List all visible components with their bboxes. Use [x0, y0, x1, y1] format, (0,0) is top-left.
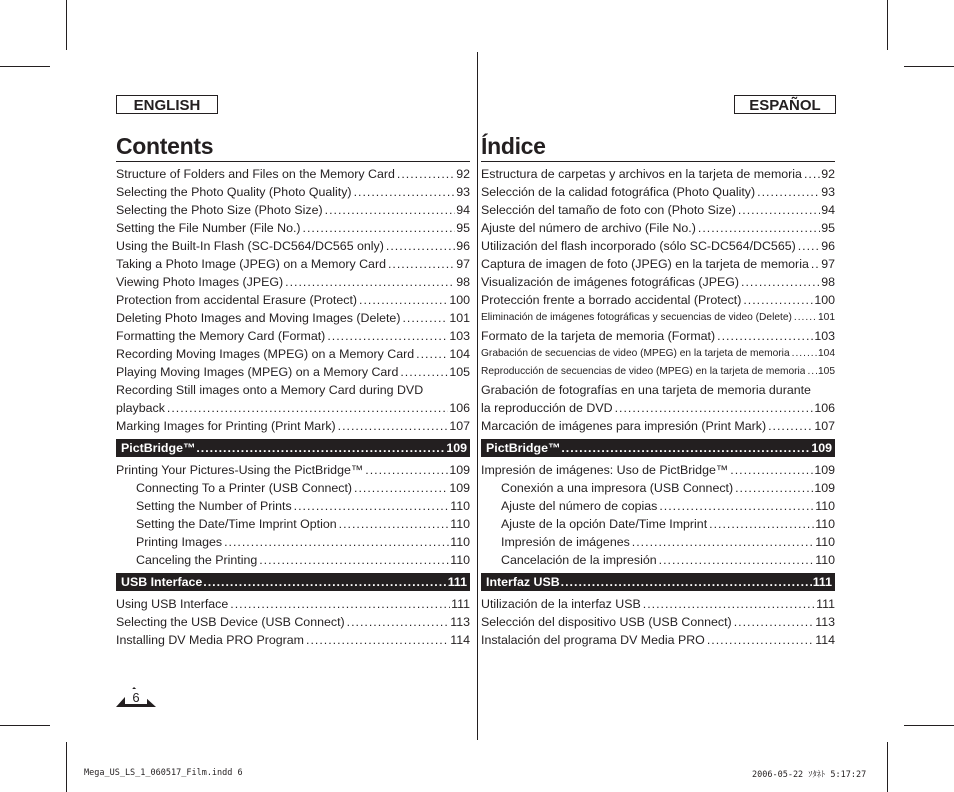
toc-entry — [116, 461, 470, 479]
heading-rule — [481, 161, 835, 162]
dot-leader — [728, 461, 813, 479]
toc-entry-page: 96 — [821, 239, 835, 253]
crop-mark — [66, 0, 67, 50]
toc-entry — [116, 417, 470, 435]
toc-entry-title: Instalación del programa DV Media PRO — [481, 633, 705, 647]
dot-leader — [195, 439, 445, 457]
toc-entry-page: 110 — [815, 535, 835, 549]
toc-entry-title: Printing Images — [136, 535, 223, 549]
toc-entry-page: 103 — [814, 329, 835, 343]
toc-entry-page: 110 — [450, 553, 470, 567]
toc-entry-page: 98 — [821, 275, 835, 289]
dot-leader — [228, 595, 450, 613]
toc-entry — [116, 533, 470, 551]
crop-mark — [904, 66, 954, 67]
toc-entry — [481, 237, 835, 255]
toc-entry — [481, 479, 835, 497]
toc-entry — [481, 363, 835, 381]
toc-list — [481, 165, 835, 649]
toc-entry-page: 109 — [449, 481, 470, 495]
section-title: PictBridge™ — [486, 441, 561, 455]
toc-entry-title: Formatting the Memory Card (Format) — [116, 329, 326, 343]
toc-entry — [481, 551, 835, 569]
toc-entry-title: Viewing Photo Images (JPEG) — [116, 275, 284, 289]
dot-leader — [733, 479, 813, 497]
dot-leader — [657, 497, 814, 515]
toc-entry-title: Using USB Interface — [116, 597, 229, 611]
toc-entry-title: Setting the Date/Time Imprint Option — [136, 517, 337, 531]
toc-entry-title: Conexión a una impresora (USB Connect) — [501, 481, 734, 495]
pictbridge-section-header — [116, 439, 470, 457]
dot-leader — [736, 201, 820, 219]
dot-leader — [641, 595, 815, 613]
section-page: 111 — [447, 575, 467, 589]
toc-entry-title: Impresión de imágenes: Uso de PictBridge™ — [481, 463, 729, 477]
dot-leader — [790, 345, 817, 363]
toc-entry-title: Setting the Number of Prints — [136, 499, 292, 513]
toc-entry-title: Selección del tamaño de foto con (Photo Size) — [481, 203, 736, 217]
toc-entry — [481, 255, 835, 273]
toc-entry — [481, 417, 835, 435]
toc-entry-page: 111 — [451, 597, 470, 611]
dot-leader — [792, 309, 817, 327]
pictbridge-section-header — [481, 439, 835, 457]
toc-entry-page: 114 — [450, 633, 470, 647]
dot-leader — [352, 183, 456, 201]
toc-entry-page: 110 — [450, 517, 470, 531]
toc-entry-title: Selección del dispositivo USB (USB Connect) — [481, 615, 732, 629]
crop-mark — [887, 742, 888, 792]
toc-entry — [481, 183, 835, 201]
section-title: PictBridge™ — [121, 441, 196, 455]
section-page: 109 — [811, 441, 832, 455]
dot-leader — [755, 183, 820, 201]
toc-entry-title: Recording Still images onto a Memory Card during DVD — [116, 383, 424, 397]
toc-entry — [116, 291, 470, 309]
dot-leader — [352, 479, 448, 497]
toc-entry — [481, 381, 835, 399]
toc-entry-page: 101 — [449, 311, 470, 325]
toc-entry — [116, 381, 470, 399]
toc-entry-page: 101 — [818, 312, 835, 323]
toc-entry-page: 97 — [821, 257, 835, 271]
toc-entry-page: 110 — [815, 517, 835, 531]
toc-entry-page: 106 — [449, 401, 470, 415]
toc-entry — [481, 515, 835, 533]
dot-leader — [357, 291, 448, 309]
toc-entry-page: 95 — [821, 221, 835, 235]
page-title: Contents — [116, 133, 214, 159]
toc-entry-page: 110 — [450, 535, 470, 549]
toc-list — [116, 165, 470, 649]
dot-leader — [802, 165, 820, 183]
language-label: ENGLISH — [116, 95, 218, 114]
page-number-tab — [116, 687, 156, 707]
crop-mark — [904, 725, 954, 726]
toc-entry — [116, 309, 470, 327]
toc-entry — [481, 219, 835, 237]
toc-entry-page: 107 — [449, 419, 470, 433]
toc-entry — [481, 309, 835, 327]
toc-entry — [481, 345, 835, 363]
dot-leader — [613, 399, 814, 417]
section-page: 109 — [446, 441, 467, 455]
toc-entry — [116, 201, 470, 219]
toc-entry — [481, 497, 835, 515]
dot-leader — [384, 237, 455, 255]
toc-entry-title: Selecting the USB Device (USB Connect) — [116, 615, 345, 629]
toc-entry — [116, 363, 470, 381]
toc-entry-page: 109 — [814, 463, 835, 477]
toc-entry — [481, 327, 835, 345]
footer-timestamp: 2006-05-22 ｿﾀﾈﾄ 5:17:27 — [752, 770, 867, 780]
dot-leader — [400, 309, 448, 327]
toc-entry-page: 103 — [449, 329, 470, 343]
toc-entry-page: 105 — [818, 366, 835, 377]
toc-entry-title: Playing Moving Images (MPEG) on a Memory Card — [116, 365, 399, 379]
dot-leader — [337, 515, 450, 533]
toc-entry-title: Captura de imagen de foto (JPEG) en la tarjeta de memoria — [481, 257, 809, 271]
toc-entry-title: playback — [116, 401, 165, 415]
toc-entry-title: la reproducción de DVD — [481, 401, 613, 415]
toc-entry-title: Selección de la calidad fotográfica (Photo Quality) — [481, 185, 756, 199]
toc-entry — [116, 183, 470, 201]
toc-entry-page: 111 — [816, 597, 835, 611]
crop-mark — [0, 66, 50, 67]
dot-leader — [257, 551, 449, 569]
toc-entry-title: Selecting the Photo Size (Photo Size) — [116, 203, 323, 217]
dot-leader — [304, 631, 449, 649]
dot-leader — [222, 533, 449, 551]
toc-entry — [481, 631, 835, 649]
toc-entry — [116, 327, 470, 345]
toc-entry-title: Reproducción de secuencias de video (MPEG) en la tarjeta de memoria — [481, 366, 806, 377]
toc-entry-page: 113 — [450, 615, 470, 629]
dot-leader — [805, 363, 817, 381]
dot-leader — [732, 613, 815, 631]
toc-entry-title: Setting the File Number (File No.) — [116, 221, 301, 235]
toc-entry-page: 92 — [821, 167, 835, 181]
toc-entry-page: 93 — [821, 185, 835, 199]
toc-entry — [481, 461, 835, 479]
toc-entry — [116, 595, 470, 613]
toc-entry-page: 98 — [456, 275, 470, 289]
toc-entry — [116, 165, 470, 183]
toc-entry — [116, 479, 470, 497]
toc-entry — [116, 497, 470, 515]
footer-file-info: Mega_US_LS_1_060517_Film.indd 6 — [84, 768, 243, 778]
toc-entry-page: 109 — [814, 481, 835, 495]
toc-entry-page: 93 — [456, 185, 470, 199]
language-label: ESPAÑOL — [734, 95, 836, 114]
toc-entry-page: 94 — [821, 203, 835, 217]
toc-entry-title: Cancelación de la impresión — [501, 553, 657, 567]
toc-entry-title: Utilización del flash incorporado (sólo SC-DC564/DC565) — [481, 239, 796, 253]
toc-entry-title: Recording Moving Images (MPEG) on a Memory Card — [116, 347, 415, 361]
toc-entry-title: Selecting the Photo Quality (Photo Quality) — [116, 185, 352, 199]
dot-leader — [657, 551, 815, 569]
toc-entry — [481, 533, 835, 551]
toc-entry — [481, 201, 835, 219]
toc-entry-page: 100 — [814, 293, 835, 307]
toc-entry-title: Estructura de carpetas y archivos en la tarjeta de memoria — [481, 167, 802, 181]
toc-entry-page: 114 — [815, 633, 835, 647]
dot-leader — [796, 237, 820, 255]
heading-rule — [116, 161, 470, 162]
toc-entry — [116, 273, 470, 291]
toc-entry — [116, 345, 470, 363]
toc-entry-page: 110 — [815, 553, 835, 567]
dot-leader — [696, 219, 820, 237]
toc-entry-title: Ajuste del número de copias — [501, 499, 658, 513]
dot-leader — [630, 533, 814, 551]
toc-entry-title: Ajuste de la opción Date/Time Imprint — [501, 517, 708, 531]
dot-leader — [202, 573, 446, 591]
section-page: 111 — [812, 575, 832, 589]
dot-leader — [325, 327, 448, 345]
dot-leader — [398, 363, 448, 381]
toc-entry — [481, 273, 835, 291]
toc-entry-title: Protection from accidental Erasure (Protect) — [116, 293, 358, 307]
toc-entry-page: 110 — [815, 499, 835, 513]
toc-entry-title: Canceling the Printing — [136, 553, 258, 567]
dot-leader — [707, 515, 814, 533]
toc-entry — [116, 255, 470, 273]
toc-entry-title: Formato de la tarjeta de memoria (Format) — [481, 329, 716, 343]
toc-entry-page: 113 — [815, 615, 835, 629]
toc-entry — [116, 219, 470, 237]
dot-leader — [560, 573, 812, 591]
toc-entry-page: 106 — [814, 401, 835, 415]
toc-entry-page: 92 — [456, 167, 470, 181]
toc-entry — [481, 399, 835, 417]
toc-entry — [116, 631, 470, 649]
toc-entry-title: Connecting To a Printer (USB Connect) — [136, 481, 353, 495]
dot-leader — [165, 399, 448, 417]
dot-leader — [283, 273, 455, 291]
toc-entry — [116, 515, 470, 533]
crop-mark — [887, 0, 888, 50]
dot-leader — [301, 219, 456, 237]
toc-entry-page: 100 — [449, 293, 470, 307]
toc-entry-page: 95 — [456, 221, 470, 235]
toc-entry-title: Deleting Photo Images and Moving Images (Delete) — [116, 311, 401, 325]
section-title: USB Interface — [121, 575, 203, 589]
toc-entry-title: Taking a Photo Image (JPEG) on a Memory Card — [116, 257, 386, 271]
usb-section-header — [116, 573, 470, 591]
toc-entry-title: Ajuste del número de archivo (File No.) — [481, 221, 696, 235]
dot-leader — [395, 165, 455, 183]
toc-entry-page: 105 — [449, 365, 470, 379]
dot-leader — [766, 417, 813, 435]
toc-entry-page: 110 — [450, 499, 470, 513]
toc-entry-title: Using the Built-In Flash (SC-DC564/DC565 only) — [116, 239, 384, 253]
crop-mark — [0, 725, 50, 726]
toc-entry — [116, 613, 470, 631]
toc-entry — [481, 595, 835, 613]
toc-entry-title: Impresión de imágenes — [501, 535, 630, 549]
toc-entry-title: Grabación de fotografías en una tarjeta de memoria durante — [481, 383, 811, 397]
toc-entry-title: Printing Your Pictures-Using the PictBridge™ — [116, 463, 364, 477]
toc-entry-title: Marcación de imágenes para impresión (Print Mark) — [481, 419, 767, 433]
page-number: 6 — [132, 690, 140, 705]
toc-entry — [481, 291, 835, 309]
dot-leader — [323, 201, 456, 219]
toc-entry-title: Visualización de imágenes fotográficas (JPEG) — [481, 275, 740, 289]
toc-entry-page: 96 — [456, 239, 470, 253]
toc-entry — [116, 551, 470, 569]
toc-entry-title: Grabación de secuencias de video (MPEG) en la tarjeta de memoria — [481, 348, 790, 359]
toc-entry — [481, 613, 835, 631]
dot-leader — [414, 345, 448, 363]
toc-entry-title: Marking Images for Printing (Print Mark) — [116, 419, 336, 433]
dot-leader — [386, 255, 455, 273]
toc-entry — [116, 237, 470, 255]
toc-entry-title: Utilización de la interfaz USB — [481, 597, 641, 611]
toc-entry-title: Installing DV Media PRO Program — [116, 633, 304, 647]
toc-entry — [481, 165, 835, 183]
dot-leader — [741, 291, 813, 309]
column-divider — [477, 52, 478, 740]
dot-leader — [292, 497, 450, 515]
toc-entry-title: Structure of Folders and Files on the Memory Card — [116, 167, 395, 181]
toc-entry-page: 104 — [818, 348, 835, 359]
dot-leader — [715, 327, 813, 345]
dot-leader — [809, 255, 820, 273]
toc-entry — [116, 399, 470, 417]
dot-leader — [739, 273, 820, 291]
toc-entry-page: 109 — [449, 463, 470, 477]
toc-entry-page: 94 — [456, 203, 470, 217]
dot-leader — [363, 461, 448, 479]
usb-section-header — [481, 573, 835, 591]
dot-leader — [345, 613, 450, 631]
toc-entry-title: Eliminación de imágenes fotográficas y secuencias de video (Delete) — [481, 312, 792, 323]
toc-entry-title: Protección frente a borrado accidental (Protect) — [481, 293, 742, 307]
toc-entry-page: 97 — [456, 257, 470, 271]
crop-mark — [66, 742, 67, 792]
page-title: Índice — [481, 133, 546, 159]
toc-entry-page: 107 — [814, 419, 835, 433]
dot-leader — [336, 417, 449, 435]
toc-entry-page: 104 — [449, 347, 470, 361]
dot-leader — [560, 439, 810, 457]
section-title: Interfaz USB — [486, 575, 560, 589]
dot-leader — [705, 631, 814, 649]
